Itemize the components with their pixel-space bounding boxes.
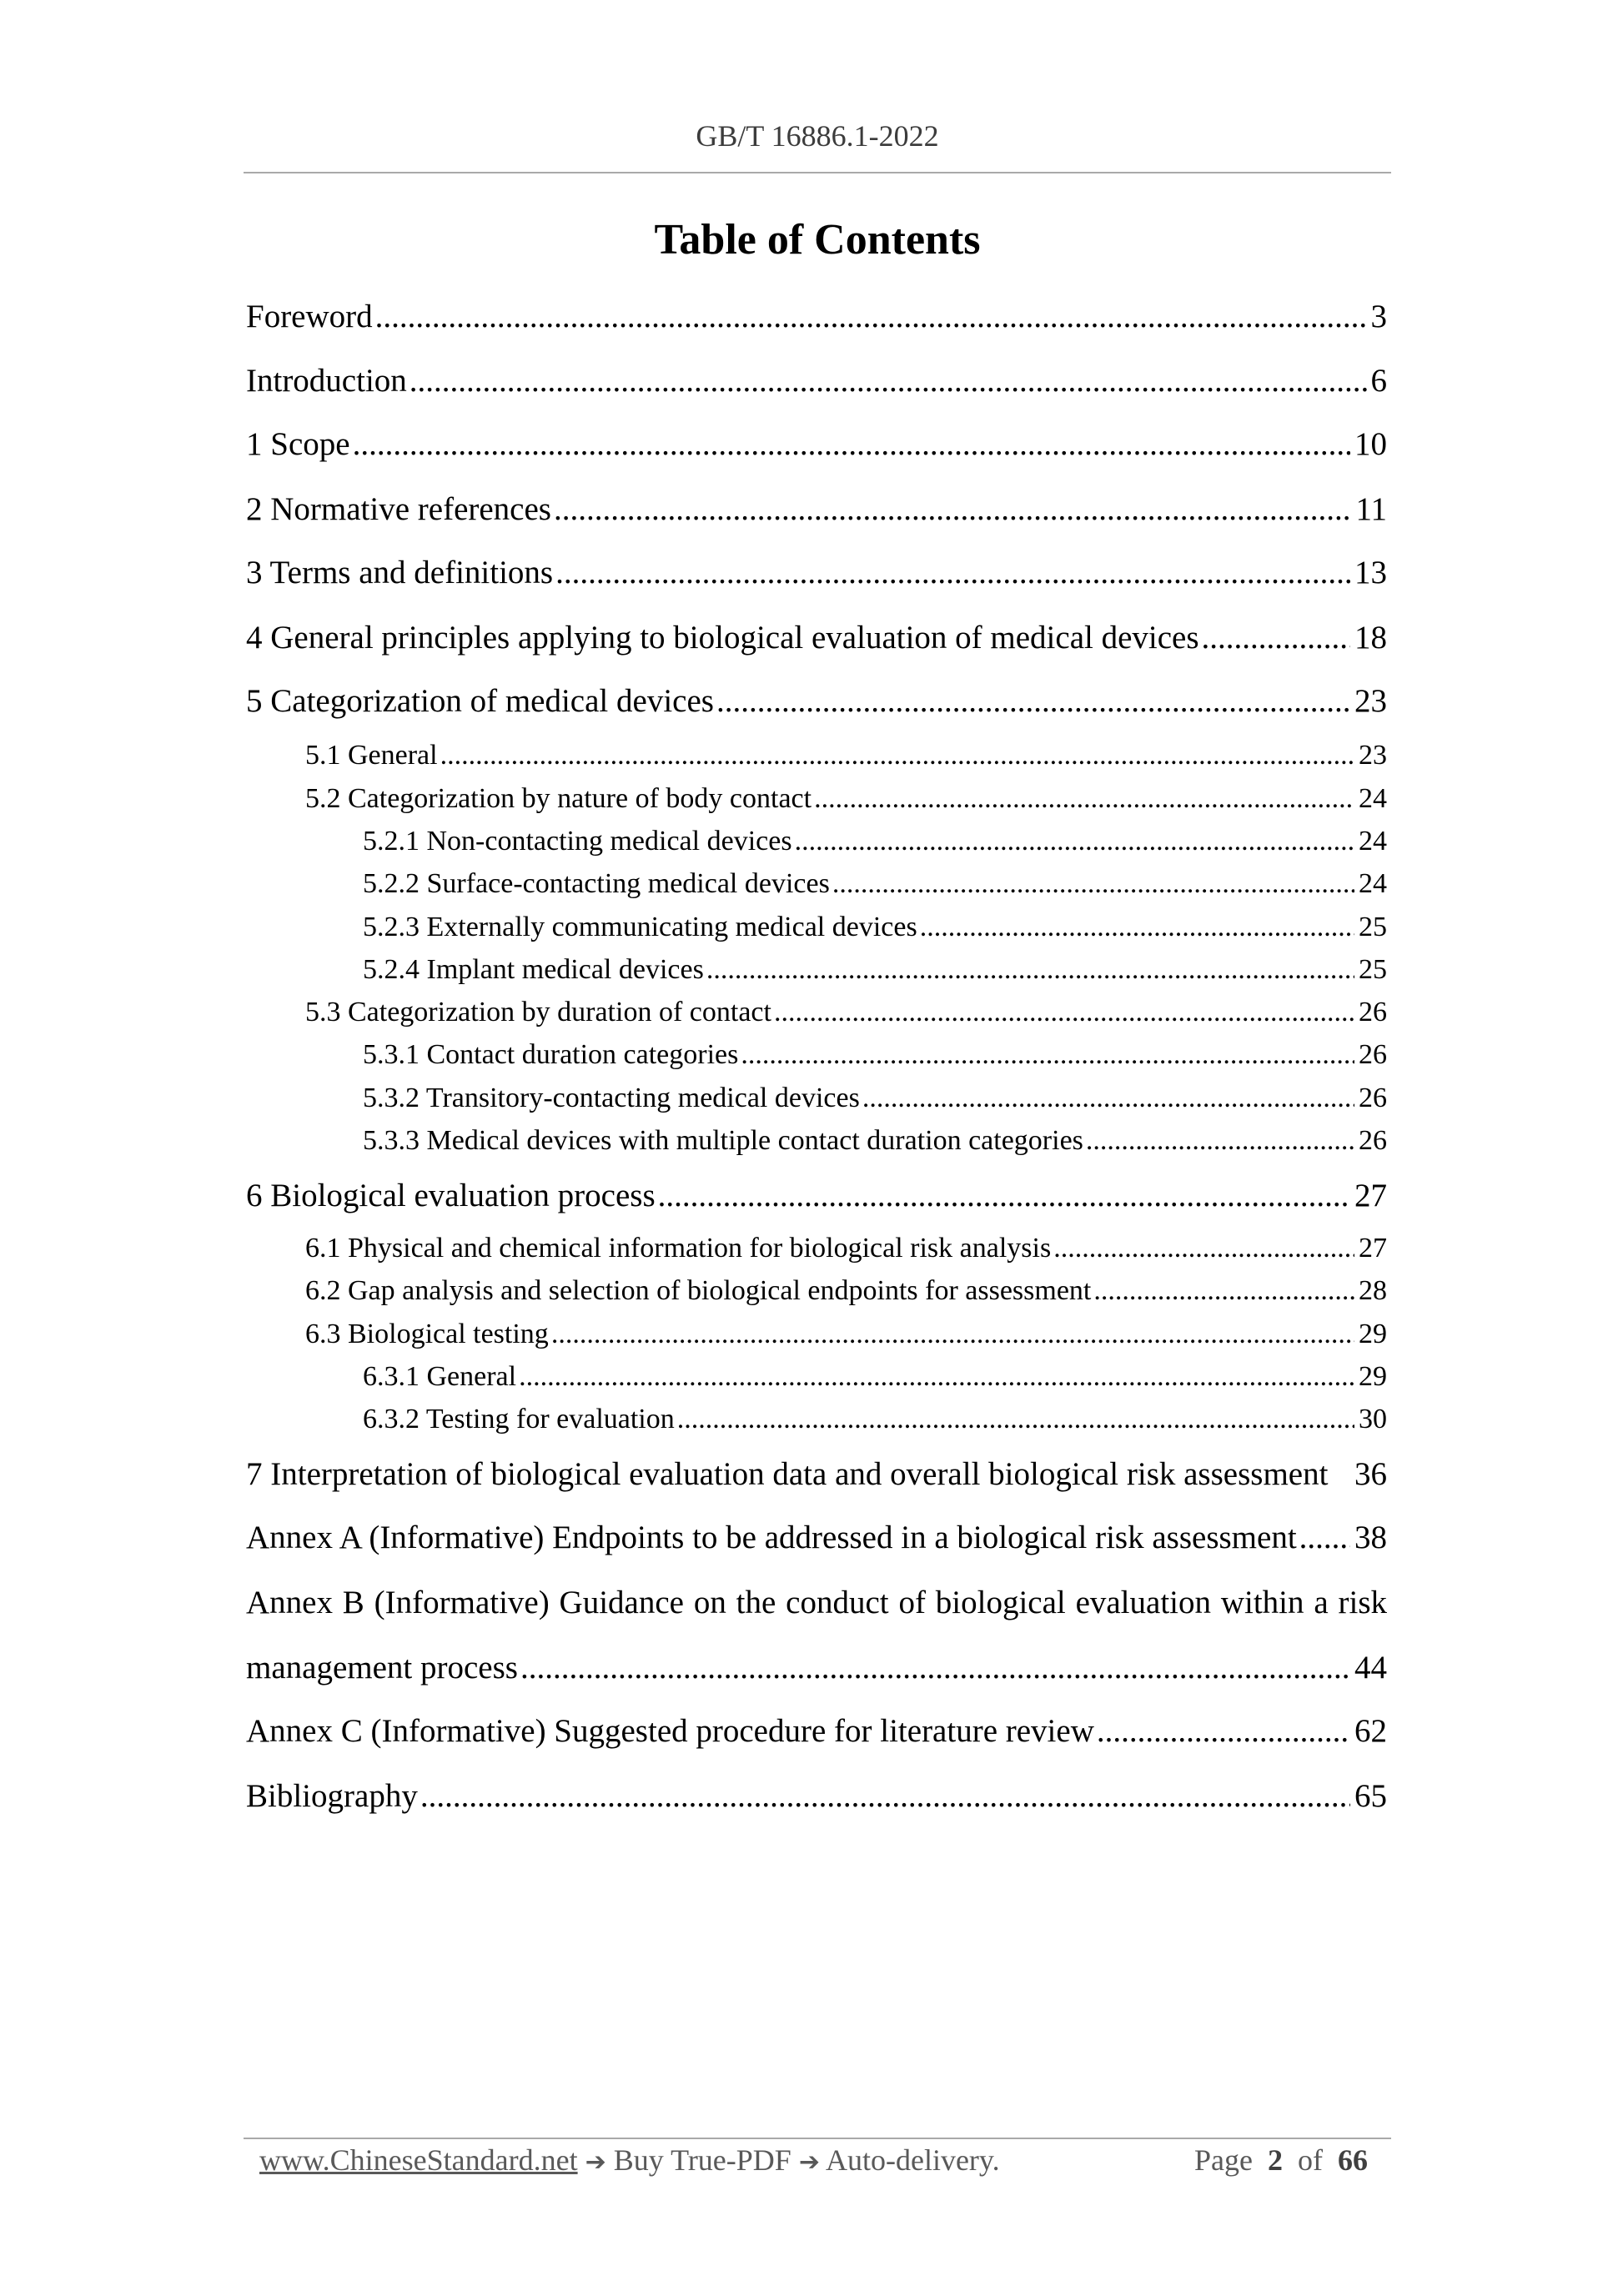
toc-entry-6-1-physical-chemical-information[interactable]: [305, 1231, 1387, 1265]
toc-entry-page: 26: [1359, 1039, 1387, 1070]
dot-leader: [1053, 1231, 1354, 1265]
page-current: 2: [1268, 2143, 1283, 2177]
toc-entry-page: 3: [1370, 299, 1387, 334]
toc-entry-5-3-1-contact-duration-categories[interactable]: [363, 1037, 1387, 1072]
page-title: Table of Contents: [654, 216, 981, 264]
footer-promo: [259, 2142, 1000, 2178]
dot-leader: [741, 1037, 1354, 1072]
dot-leader: [440, 738, 1354, 772]
toc-entry-2-normative-references[interactable]: [246, 490, 1387, 529]
toc-entry-title: 5.3 Categorization by duration of contact: [305, 997, 771, 1027]
toc-entry-7-interpretation[interactable]: [246, 1454, 1387, 1494]
toc-entry-title: Foreword: [246, 299, 373, 334]
toc-entry-5-2-3-externally-communicating[interactable]: [363, 910, 1387, 944]
toc-entry-4-general-principles[interactable]: [246, 618, 1387, 657]
toc-entry-page: 26: [1359, 1125, 1387, 1156]
arrow-right-icon: ➔: [798, 2148, 820, 2177]
toc-entry-page: 10: [1354, 426, 1387, 462]
toc-entry-1-scope[interactable]: [246, 425, 1387, 464]
toc-entry-6-3-2-testing-for-evaluation[interactable]: [363, 1402, 1387, 1436]
toc-entry-title: 2 Normative references: [246, 491, 551, 527]
page-of-label: of: [1298, 2143, 1323, 2177]
auto-delivery-text: Auto-delivery.: [825, 2143, 1000, 2177]
dot-leader: [554, 490, 1351, 529]
toc-entry-5-2-2-surface-contacting[interactable]: [363, 867, 1387, 901]
dot-leader: [555, 553, 1350, 592]
toc-entry-title: Bibliography: [246, 1778, 418, 1814]
toc-entry-6-evaluation-process[interactable]: [246, 1176, 1387, 1215]
dot-leader: [520, 1648, 1350, 1687]
footer-divider: [244, 2138, 1391, 2139]
toc-entry-page: 28: [1359, 1275, 1387, 1306]
toc-entry-page: 62: [1354, 1713, 1387, 1749]
toc-entry-page: 18: [1354, 620, 1387, 656]
toc-entry-page: 36: [1354, 1456, 1387, 1492]
toc-entry-5-3-duration-of-contact[interactable]: [305, 995, 1387, 1029]
toc-entry-5-3-3-multiple-duration[interactable]: [363, 1123, 1387, 1158]
dot-leader: [1086, 1123, 1354, 1158]
toc-entry-page: 29: [1359, 1319, 1387, 1349]
dot-leader: [375, 297, 1367, 336]
toc-entry-title: 5.2.1 Non-contacting medical devices: [363, 826, 792, 857]
toc-entry-6-2-gap-analysis[interactable]: [305, 1274, 1387, 1308]
buy-pdf-text: Buy True-PDF: [613, 2143, 791, 2177]
toc-entry-title: 6.2 Gap analysis and selection of biological endpoints for assessment: [305, 1275, 1092, 1306]
page-indicator: [1194, 2142, 1368, 2178]
toc-entry-page: 23: [1359, 740, 1387, 771]
toc-entry-title: 5.2.4 Implant medical devices: [363, 954, 704, 985]
toc-entry-foreword[interactable]: [246, 297, 1387, 336]
toc-entry-page: 6: [1370, 363, 1387, 399]
toc-entry-title: 5.2.3 Externally communicating medical devices: [363, 912, 917, 942]
toc-entry-page: 26: [1359, 1083, 1387, 1113]
toc-entry-page: 25: [1359, 912, 1387, 942]
toc-entry-title-line-2-row: [246, 1648, 1387, 1687]
toc-entry-page: 25: [1359, 954, 1387, 985]
toc-entry-annex-a[interactable]: [246, 1518, 1387, 1557]
toc-entry-page: 13: [1354, 555, 1387, 590]
toc-entry-page: 24: [1359, 826, 1387, 857]
page-total: 66: [1338, 2143, 1368, 2177]
dot-leader: [551, 1317, 1354, 1351]
dot-leader: [353, 425, 1350, 464]
dot-leader: [832, 867, 1354, 901]
toc-entry-annex-b[interactable]: [246, 1583, 1387, 1687]
toc-entry-title: Introduction: [246, 363, 407, 399]
toc-entry-introduction[interactable]: [246, 361, 1387, 400]
toc-entry-title: 5.3.2 Transitory-contacting medical devices: [363, 1083, 860, 1113]
toc-entry-title: 4 General principles applying to biological evaluation of medical devices: [246, 620, 1199, 656]
toc-entry-title: 5.3.3 Medical devices with multiple contact duration categories: [363, 1125, 1083, 1156]
dot-leader: [716, 681, 1350, 721]
toc-entry-page: 44: [1354, 1650, 1387, 1686]
toc-entry-title: 6.3 Biological testing: [305, 1319, 549, 1349]
toc-entry-page: 65: [1354, 1778, 1387, 1814]
toc-entry-title: Annex C (Informative) Suggested procedure for literature review: [246, 1713, 1094, 1749]
toc-entry-page: 23: [1354, 683, 1387, 719]
toc-entry-title: 6.3.1 General: [363, 1361, 517, 1392]
toc-entry-title: Annex A (Informative) Endpoints to be addressed in a biological risk assessment: [246, 1520, 1297, 1555]
dot-leader: [420, 1776, 1350, 1816]
dot-leader: [920, 910, 1354, 944]
dot-leader: [1093, 1274, 1354, 1308]
toc-entry-page: 26: [1359, 997, 1387, 1027]
toc-entry-title: 6.3.2 Testing for evaluation: [363, 1404, 675, 1434]
dot-leader: [1202, 618, 1350, 657]
toc-entry-page: 24: [1359, 868, 1387, 899]
site-link[interactable]: www.ChineseStandard.net: [259, 2143, 578, 2177]
toc-entry-title: 7 Interpretation of biological evaluation data and overall biological risk assessment: [246, 1456, 1329, 1492]
dot-leader: [795, 824, 1354, 858]
toc-entry-page: 11: [1355, 491, 1387, 527]
toc-entry-6-3-1-general[interactable]: [363, 1359, 1387, 1394]
dot-leader: [814, 781, 1354, 816]
arrow-right-icon: ➔: [585, 2148, 606, 2177]
toc-entry-5-categorization[interactable]: [246, 681, 1387, 721]
toc-entry-title: 5.2.2 Surface-contacting medical devices: [363, 868, 830, 899]
toc-entry-title-line-2: management process: [246, 1650, 518, 1686]
dot-leader: [862, 1081, 1354, 1115]
toc-entry-page: 29: [1359, 1361, 1387, 1392]
toc-entry-annex-c[interactable]: [246, 1711, 1387, 1751]
toc-entry-page: 27: [1354, 1178, 1387, 1213]
toc-entry-5-2-1-non-contacting[interactable]: [363, 824, 1387, 858]
dot-leader: [1299, 1518, 1350, 1557]
toc-entry-5-3-2-transitory-contacting[interactable]: [363, 1081, 1387, 1115]
toc-entry-title: 3 Terms and definitions: [246, 555, 554, 590]
toc-entry-title: 5.1 General: [305, 740, 438, 771]
toc-entry-title: 6 Biological evaluation process: [246, 1178, 656, 1213]
toc-entry-page: 30: [1359, 1404, 1387, 1434]
header-divider: [244, 172, 1391, 173]
page-label: Page: [1194, 2143, 1253, 2177]
toc-entry-bibliography[interactable]: [246, 1776, 1387, 1816]
document-code-header: GB/T 16886.1-2022: [696, 119, 939, 153]
toc-entry-title: 6.1 Physical and chemical information for biological risk analysis: [305, 1233, 1052, 1264]
toc-entry-title: 1 Scope: [246, 426, 350, 462]
toc-entry-6-3-biological-testing[interactable]: [305, 1317, 1387, 1351]
toc-entry-3-terms-and-definitions[interactable]: [246, 553, 1387, 592]
toc-entry-title-line-1: Annex B (Informative) Guidance on the conduct of biological evaluation within a risk: [246, 1585, 1387, 1620]
toc-entry-page: 38: [1354, 1520, 1387, 1555]
toc-entry-page: 24: [1359, 783, 1387, 814]
toc-entry-5-2-body-contact[interactable]: [305, 781, 1387, 816]
toc-entry-5-2-4-implant[interactable]: [363, 952, 1387, 987]
dot-leader: [774, 995, 1354, 1029]
dot-leader: [1097, 1711, 1350, 1751]
toc-entry-page: 27: [1359, 1233, 1387, 1264]
toc-entry-title: 5.3.1 Contact duration categories: [363, 1039, 739, 1070]
dot-leader: [410, 361, 1367, 400]
dot-leader: [677, 1402, 1354, 1436]
toc-entry-title: 5.2 Categorization by nature of body contact: [305, 783, 812, 814]
dot-leader: [658, 1176, 1350, 1215]
dot-leader: [519, 1359, 1354, 1394]
dot-leader: [706, 952, 1354, 987]
toc-entry-title: 5 Categorization of medical devices: [246, 683, 714, 719]
toc-entry-5-1-general[interactable]: [305, 738, 1387, 772]
